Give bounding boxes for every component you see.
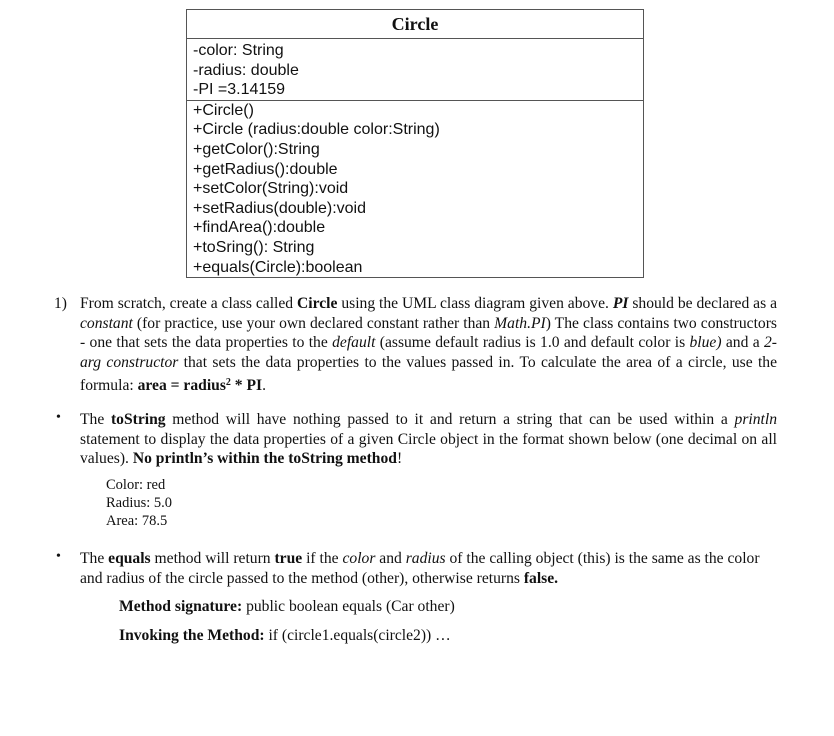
- output-line: Color: red: [106, 477, 166, 493]
- uml-fields: [187, 39, 643, 101]
- question-1-text: [80, 294, 777, 396]
- formula-bold: area = radius: [137, 377, 226, 395]
- uml-method: +equals(Circle):boolean: [193, 258, 363, 276]
- text-run: should be declared as a: [628, 295, 778, 312]
- uml-class-box: [186, 9, 644, 278]
- uml-methods: [187, 101, 643, 277]
- text-run: statement to display the data properties of a given Circle object in the format shown below (one decimal on all values).: [80, 430, 777, 468]
- bullet-icon: •: [56, 410, 61, 425]
- text-italic: Math.PI: [494, 314, 546, 332]
- bullet-2-text: [80, 549, 777, 588]
- text-run: using the UML class diagram given above.: [337, 295, 613, 312]
- text-run: ) The class contains two constructors - one that sets the data properties to the: [80, 314, 777, 352]
- text-run: (assume default radius is 1.0 and default color is: [375, 334, 690, 352]
- text-run: of the calling object (this) is the same as the color and radius of the circle passed to the method (other), otherwise returns: [80, 550, 760, 587]
- text-run: that sets the data properties to the values passed in. To calculate the area of a circle, use the formula:: [80, 353, 777, 395]
- sample-output: [106, 476, 172, 530]
- text-run: and a: [721, 334, 764, 352]
- formula-superscript: 2: [225, 376, 231, 388]
- text-run: method will have nothing passed to it and return a string that can be used within a: [165, 411, 735, 428]
- text-italic: blue): [689, 334, 722, 352]
- text-bold: Circle: [297, 295, 338, 312]
- output-line: Area: 78.5: [106, 513, 168, 529]
- text-bold: false.: [523, 569, 559, 587]
- signature-label: Method signature:: [119, 598, 243, 615]
- text-run: !: [396, 450, 403, 468]
- uml-method: +Circle (radius:double color:String): [193, 121, 440, 139]
- text-run: if the: [302, 550, 343, 567]
- uml-method: +getColor():String: [193, 140, 320, 158]
- uml-field: -PI =3.14159: [193, 81, 286, 99]
- text-italic: 2-arg constructor: [80, 334, 777, 371]
- text-italic: default: [332, 334, 376, 352]
- uml-method: +setColor(String):void: [193, 180, 349, 198]
- method-signature: [119, 597, 455, 617]
- text-italic: constant: [80, 314, 133, 332]
- text-bold: true: [274, 550, 303, 567]
- text-bold-italic: PI: [612, 295, 629, 312]
- text-bold: No println’s within the toString method: [132, 450, 397, 468]
- text-bold: equals: [108, 550, 151, 567]
- text-run: method will return: [150, 550, 275, 567]
- uml-field: -color: String: [193, 42, 284, 59]
- uml-class-name: Circle: [187, 10, 643, 39]
- text-run: (for practice, use your own declared constant rather than: [132, 314, 495, 332]
- uml-method: +setRadius(double):void: [193, 199, 366, 217]
- text-run: .: [262, 377, 266, 395]
- text-run: From scratch, create a class called: [80, 295, 297, 312]
- formula-bold: * PI: [230, 377, 263, 395]
- method-invocation: [119, 626, 451, 646]
- signature-value: public boolean equals (Car other): [242, 598, 455, 615]
- bullet-icon: •: [56, 549, 61, 564]
- text-italic: radius: [405, 550, 446, 567]
- output-line: Radius: 5.0: [106, 495, 173, 511]
- text-run: The: [80, 411, 111, 428]
- text-italic: color: [342, 550, 376, 567]
- bullet-1-text: [80, 410, 777, 469]
- text-bold: toString: [110, 411, 166, 428]
- uml-method: +toSring(): String: [193, 238, 315, 256]
- uml-method: +getRadius():double: [193, 160, 338, 178]
- text-run: and: [375, 550, 406, 567]
- question-number: 1): [54, 295, 67, 312]
- text-run: The: [80, 550, 109, 567]
- uml-method: +Circle(): [193, 101, 254, 119]
- uml-method: +findArea():double: [193, 219, 326, 237]
- invocation-value: if (circle1.equals(circle2)) …: [264, 627, 451, 644]
- invocation-label: Invoking the Method:: [119, 627, 265, 644]
- uml-field: -radius: double: [193, 61, 299, 79]
- text-italic: println: [734, 411, 777, 428]
